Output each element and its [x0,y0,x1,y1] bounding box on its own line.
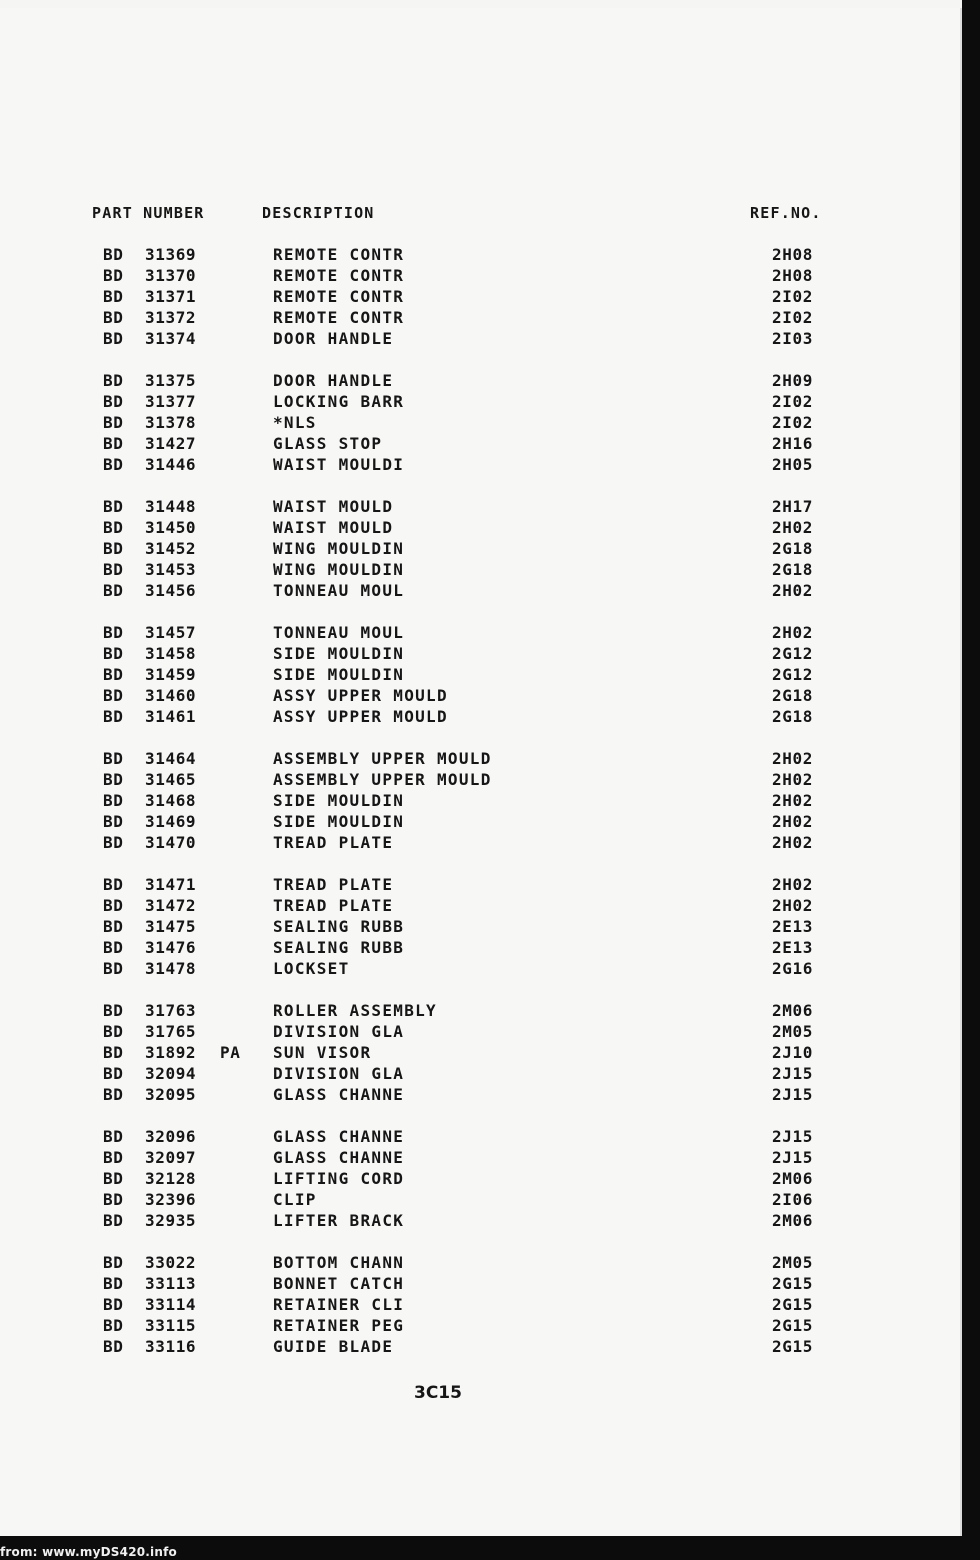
part-number: 32128 [145,1169,197,1188]
table-row [0,686,962,707]
table-row [0,623,962,644]
ref-number: 2H02 [772,875,813,894]
part-description: TREAD PLATE [273,875,394,894]
table-row [0,1064,962,1085]
page-number: 3C15 [414,1383,462,1403]
parts-group [0,875,962,980]
ref-number: 2J15 [772,1064,813,1083]
part-number: 31471 [145,875,197,894]
table-row [0,1190,962,1211]
ref-number: 2H08 [772,266,813,285]
part-number: 31472 [145,896,197,915]
part-description: *NLS [273,413,317,432]
part-prefix: BD [103,266,124,285]
ref-number: 2H08 [772,245,813,264]
parts-group [0,245,962,350]
part-flag: PA [220,1043,241,1062]
table-row [0,917,962,938]
part-number: 31458 [145,644,197,663]
part-number: 31468 [145,791,197,810]
ref-number: 2G18 [772,560,813,579]
part-description: CLIP [273,1190,317,1209]
part-prefix: BD [103,1148,124,1167]
part-number: 32096 [145,1127,197,1146]
parts-group [0,623,962,728]
part-number: 31456 [145,581,197,600]
part-prefix: BD [103,665,124,684]
part-prefix: BD [103,1253,124,1272]
ref-number: 2M05 [772,1022,813,1041]
parts-group [0,749,962,854]
ref-number: 2G18 [772,686,813,705]
part-description: DOOR HANDLE [273,371,394,390]
table-row [0,1043,962,1064]
part-description: BOTTOM CHANN [273,1253,405,1272]
part-description: WING MOULDIN [273,539,405,558]
part-description: SIDE MOULDIN [273,644,405,663]
part-number: 31763 [145,1001,197,1020]
part-description: ASSY UPPER MOULD [273,707,448,726]
part-prefix: BD [103,560,124,579]
table-row [0,665,962,686]
table-row [0,329,962,350]
part-prefix: BD [103,770,124,789]
ref-number: 2H16 [772,434,813,453]
part-description: REMOTE CONTR [273,266,405,285]
part-prefix: BD [103,896,124,915]
part-prefix: BD [103,434,124,453]
table-row [0,518,962,539]
part-prefix: BD [103,413,124,432]
part-description: WING MOULDIN [273,560,405,579]
part-description: TREAD PLATE [273,896,394,915]
part-prefix: BD [103,707,124,726]
part-number: 33113 [145,1274,197,1293]
ref-number: 2H02 [772,518,813,537]
part-number: 31457 [145,623,197,642]
part-description: TREAD PLATE [273,833,394,852]
parts-group [0,1127,962,1232]
ref-number: 2H02 [772,833,813,852]
part-number: 31765 [145,1022,197,1041]
ref-number: 2H02 [772,581,813,600]
part-description: SEALING RUBB [273,938,405,957]
table-row [0,1085,962,1106]
ref-number: 2M05 [772,1253,813,1272]
part-prefix: BD [103,497,124,516]
part-prefix: BD [103,1022,124,1041]
table-row [0,770,962,791]
table-row [0,896,962,917]
ref-number: 2J15 [772,1148,813,1167]
part-number: 33116 [145,1337,197,1356]
part-number: 31372 [145,308,197,327]
part-prefix: BD [103,1274,124,1293]
table-row [0,1337,962,1358]
table-row [0,413,962,434]
part-number: 31370 [145,266,197,285]
part-description: SIDE MOULDIN [273,791,405,810]
table-row [0,581,962,602]
part-number: 32095 [145,1085,197,1104]
part-prefix: BD [103,1337,124,1356]
part-prefix: BD [103,623,124,642]
ref-number: 2H02 [772,896,813,915]
ref-number: 2G12 [772,665,813,684]
table-row [0,539,962,560]
part-prefix: BD [103,245,124,264]
table-row [0,791,962,812]
part-prefix: BD [103,392,124,411]
part-number: 32097 [145,1148,197,1167]
part-description: REMOTE CONTR [273,245,405,264]
part-number: 31369 [145,245,197,264]
column-header-ref-no: REF.NO. [750,204,822,222]
table-row [0,392,962,413]
part-description: WAIST MOULD [273,497,394,516]
ref-number: 2I06 [772,1190,813,1209]
part-prefix: BD [103,1043,124,1062]
ref-number: 2G16 [772,959,813,978]
part-prefix: BD [103,749,124,768]
parts-group [0,1253,962,1358]
part-number: 33115 [145,1316,197,1335]
part-number: 31448 [145,497,197,516]
parts-table [0,245,962,1379]
part-prefix: BD [103,287,124,306]
ref-number: 2M06 [772,1211,813,1230]
part-number: 31470 [145,833,197,852]
part-number: 31427 [145,434,197,453]
part-number: 31378 [145,413,197,432]
part-description: DIVISION GLA [273,1022,405,1041]
table-row [0,287,962,308]
part-number: 31452 [145,539,197,558]
part-description: DIVISION GLA [273,1064,405,1083]
part-number: 32935 [145,1211,197,1230]
part-prefix: BD [103,1169,124,1188]
part-prefix: BD [103,1211,124,1230]
part-prefix: BD [103,917,124,936]
part-description: SUN VISOR [273,1043,372,1062]
part-description: ASSEMBLY UPPER MOULD [273,770,492,789]
part-number: 31475 [145,917,197,936]
part-prefix: BD [103,812,124,831]
ref-number: 2H02 [772,812,813,831]
ref-number: 2G15 [772,1295,813,1314]
ref-number: 2I02 [772,392,813,411]
table-row [0,959,962,980]
ref-number: 2H05 [772,455,813,474]
part-description: REMOTE CONTR [273,308,405,327]
part-description: GUIDE BLADE [273,1337,394,1356]
part-description: ASSEMBLY UPPER MOULD [273,749,492,768]
part-number: 31446 [145,455,197,474]
ref-number: 2J15 [772,1127,813,1146]
part-description: GLASS CHANNE [273,1148,405,1167]
table-row [0,497,962,518]
table-row [0,308,962,329]
part-prefix: BD [103,539,124,558]
part-description: WAIST MOULD [273,518,394,537]
table-row [0,1295,962,1316]
parts-group [0,497,962,602]
part-description: ASSY UPPER MOULD [273,686,448,705]
part-description: LOCKSET [273,959,350,978]
ref-number: 2G18 [772,539,813,558]
ref-number: 2I03 [772,329,813,348]
ref-number: 2G12 [772,644,813,663]
parts-group [0,1001,962,1106]
part-prefix: BD [103,308,124,327]
ref-number: 2M06 [772,1001,813,1020]
table-row [0,1148,962,1169]
part-description: RETAINER CLI [273,1295,405,1314]
part-prefix: BD [103,1190,124,1209]
ref-number: 2H02 [772,791,813,810]
table-row [0,938,962,959]
part-description: RETAINER PEG [273,1316,405,1335]
ref-number: 2H17 [772,497,813,516]
part-number: 31374 [145,329,197,348]
part-number: 31375 [145,371,197,390]
part-description: SIDE MOULDIN [273,812,405,831]
table-row [0,644,962,665]
ref-number: 2G15 [772,1274,813,1293]
part-prefix: BD [103,686,124,705]
table-row [0,1253,962,1274]
part-prefix: BD [103,791,124,810]
scan-edge-right [962,0,980,1560]
table-row [0,749,962,770]
part-number: 31450 [145,518,197,537]
part-description: GLASS STOP [273,434,383,453]
column-header-part-number: PART NUMBER [92,204,205,222]
part-number: 33022 [145,1253,197,1272]
part-description: SIDE MOULDIN [273,665,405,684]
part-prefix: BD [103,1064,124,1083]
part-number: 31464 [145,749,197,768]
ref-number: 2I02 [772,413,813,432]
part-prefix: BD [103,581,124,600]
column-header-description: DESCRIPTION [262,204,375,222]
table-row [0,812,962,833]
part-number: 32094 [145,1064,197,1083]
part-description: WAIST MOULDI [273,455,405,474]
part-prefix: BD [103,833,124,852]
part-prefix: BD [103,1085,124,1104]
ref-number: 2M06 [772,1169,813,1188]
table-row [0,455,962,476]
source-footer: from: www.myDS420.info [0,1545,177,1559]
ref-number: 2E13 [772,917,813,936]
part-number: 31892 [145,1043,197,1062]
table-row [0,1022,962,1043]
ref-number: 2G18 [772,707,813,726]
part-description: LOCKING BARR [273,392,405,411]
part-number: 33114 [145,1295,197,1314]
part-number: 31469 [145,812,197,831]
ref-number: 2H09 [772,371,813,390]
part-number: 32396 [145,1190,197,1209]
part-description: ROLLER ASSEMBLY [273,1001,437,1020]
ref-number: 2E13 [772,938,813,957]
part-number: 31459 [145,665,197,684]
document-page [0,8,962,1536]
part-number: 31476 [145,938,197,957]
table-row [0,875,962,896]
ref-number: 2H02 [772,749,813,768]
table-row [0,707,962,728]
ref-number: 2I02 [772,287,813,306]
part-prefix: BD [103,875,124,894]
ref-number: 2J10 [772,1043,813,1062]
part-prefix: BD [103,1127,124,1146]
part-prefix: BD [103,371,124,390]
part-number: 31460 [145,686,197,705]
table-row [0,1316,962,1337]
table-row [0,1169,962,1190]
part-description: LIFTER BRACK [273,1211,405,1230]
part-prefix: BD [103,1001,124,1020]
part-number: 31478 [145,959,197,978]
part-description: LIFTING CORD [273,1169,405,1188]
part-description: DOOR HANDLE [273,329,394,348]
part-description: BONNET CATCH [273,1274,405,1293]
table-row [0,266,962,287]
part-prefix: BD [103,938,124,957]
part-prefix: BD [103,959,124,978]
table-row [0,1001,962,1022]
table-row [0,434,962,455]
part-number: 31371 [145,287,197,306]
part-prefix: BD [103,329,124,348]
ref-number: 2H02 [772,770,813,789]
table-row [0,1274,962,1295]
part-prefix: BD [103,455,124,474]
part-description: GLASS CHANNE [273,1127,405,1146]
part-number: 31465 [145,770,197,789]
part-prefix: BD [103,518,124,537]
part-number: 31461 [145,707,197,726]
ref-number: 2J15 [772,1085,813,1104]
table-row [0,245,962,266]
ref-number: 2G15 [772,1316,813,1335]
table-row [0,1211,962,1232]
part-description: TONNEAU MOUL [273,581,405,600]
part-number: 31377 [145,392,197,411]
part-description: GLASS CHANNE [273,1085,405,1104]
table-row [0,833,962,854]
ref-number: 2H02 [772,623,813,642]
ref-number: 2I02 [772,308,813,327]
part-description: REMOTE CONTR [273,287,405,306]
ref-number: 2G15 [772,1337,813,1356]
table-row [0,1127,962,1148]
table-row [0,371,962,392]
part-prefix: BD [103,1316,124,1335]
part-number: 31453 [145,560,197,579]
part-prefix: BD [103,1295,124,1314]
table-row [0,560,962,581]
part-description: SEALING RUBB [273,917,405,936]
part-prefix: BD [103,644,124,663]
part-description: TONNEAU MOUL [273,623,405,642]
parts-group [0,371,962,476]
